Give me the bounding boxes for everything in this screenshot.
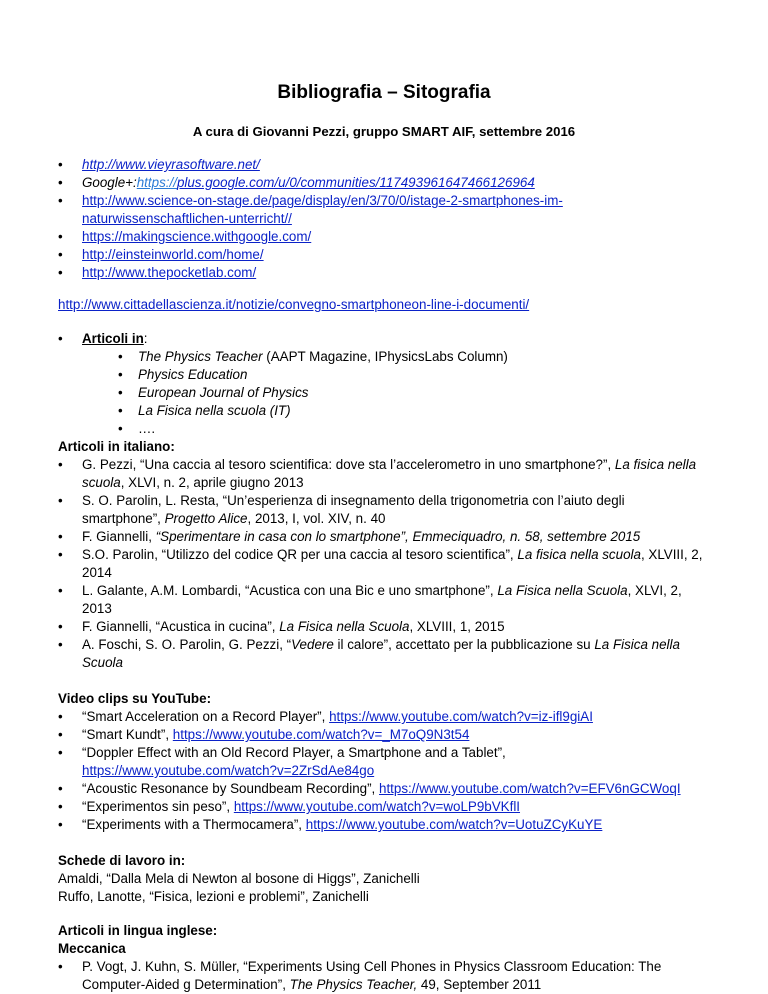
link-vieyrasoftware[interactable]: http://www.vieyrasoftware.net/ (82, 157, 260, 172)
video-item: “Experiments with a Thermocamera”, https://www.youtube.com/watch?v=UotuZCyKuYE (82, 817, 603, 832)
bullet: • (58, 229, 63, 244)
article-line: 2013 (82, 601, 112, 616)
bullet: • (58, 727, 63, 742)
section-heading-video: Video clips su YouTube: (58, 691, 212, 706)
link-youtube[interactable]: https://www.youtube.com/watch?v=_M7oQ9N3t54 (172, 727, 470, 742)
video-item: “Smart Kundt”, https://www.youtube.com/watch?v=_M7oQ9N3t54 (82, 727, 470, 742)
bullet: • (58, 247, 63, 262)
bullet: • (58, 457, 63, 472)
article-line: A. Foschi, S. O. Parolin, G. Pezzi, “Vedere il calore”, accettato per la pubblicazione su La Fisica nella (82, 637, 680, 652)
bullet: • (58, 745, 63, 760)
link-prefix: Google+: (82, 175, 137, 190)
article-line: S.O. Parolin, “Utilizzo del codice QR per una caccia al tesoro scientifica”, La fisica nella scuola, XLVIII, 2, (82, 547, 703, 562)
bullet: • (58, 799, 63, 814)
bullet: • (58, 619, 63, 634)
bullet: • (58, 331, 63, 346)
page-subtitle: A cura di Giovanni Pezzi, gruppo SMART AIF, settembre 2016 (192, 124, 576, 139)
bullet: • (58, 781, 63, 796)
section-heading-inglese: Articoli in lingua inglese: (58, 923, 218, 938)
article-line: F. Giannelli, “Acustica in cucina”, La Fisica nella Scuola, XLVIII, 1, 2015 (82, 619, 505, 634)
bullet: • (58, 709, 63, 724)
article-line: G. Pezzi, “Una caccia al tesoro scientifica: dove sta l’accelerometro in uno smartphone?”, La fisica nella (82, 457, 697, 472)
bullet: • (58, 265, 63, 280)
link-thepocketlab[interactable]: http://www.thepocketlab.com/ (82, 265, 257, 280)
document-page: Bibliografia – Sitografia A cura di Giovanni Pezzi, gruppo SMART AIF, settembre 2016 • http://www.vieyrasoftware.net/ • Google+:https://plus.google.com/u/0/communities/117493961647466126964 • http://www.science-on-stage.de/page/display/en/3/70/0/istage-2-smartphones-im- naturwissenschaftlichen-unterricht// • https://makingscience.withgoogle.com/ • http://einsteinworld.com/home/ • http://www.thepocketlab.com/ http://www.cittadellascienza.it/notizie/convegno-smartphoneon-line-i-documenti/ • Articoli in: • The Physics Teacher (AAPT Magazine, IPhysicsLabs Column) • Physics Education • European Journal of Physics • La Fisica nella scuola (IT) • …. Articoli in italiano: • G. Pezzi, “Una caccia al tesoro scientifica: dove sta l’accelerometro in uno smartphone?”, La fisica nella scuola, XLVI, n. 2, aprile giugno 2013 • S. O. Parolin, L. Resta, “Un’esperienza di insegnamento della trigonometria con l’aiuto degli smartphone”, Progetto Alice, 2013, I, vol. XIV, n. 40 • F. Giannelli, “Sperimentare in casa con lo smartphone”, Emmeciquadro, n. 58, settembre 2015 • S.O. Parolin, “Utilizzo del codice QR per una caccia al tesoro scientifica”, La fisica nella scuola, XLVIII, 2, 2014 • L. Galante, A.M. Lombardi, “Acustica con una Bic e uno smartphone”, La Fisica nella Scuola, XLVI, 2, 2013 • F. Giannelli, “Acustica in cucina”, La Fisica nella Scuola, XLVIII, 1, 2015 • A. Foschi, S. O. Parolin, G. Pezzi, “Vedere il calore”, accettato per la pubblicazione su La Fisica nella Scuola Video clips su YouTube: • “Smart Acceleration on a Record Player”, https://www.youtube.com/watch?v=iz-ifl9giAI • “Smart Kundt”, https://www.youtube.com/watch?v=_M7oQ9N3t54 • “Doppler Effect with an Old Record Player, a Smartphone and a Tablet”, https://www.youtube.com/watch?v=2ZrSdAe84go • “Acoustic Resonance by Soundbeam Recording”, https://www.youtube.com/watch?v=EFV6nGCWoqI • “Experimentos sin peso”, https://www.youtube.com/watch?v=woLP9bVKflI • “Experiments with a Thermocamera”, https://www.youtube.com/watch?v=UotuZCyKuYE Schede di lavoro in: Amaldi, “Dalla Mela di Newton al bosone di Higgs”, Zanichelli Ruffo, Lanotte, “Fisica, lezioni e problemi”, Zanichelli Articoli in lingua inglese: Meccanica • P. Vogt, J. Kuhn, S. Müller, “Experiments Using Cell Phones in Physics Classroom Education: The Computer-Aided g Determination”, The Physics Teacher, 49, September 2011 (0, 0, 768, 994)
link-cittadellascienza[interactable]: http://www.cittadellascienza.it/notizie/convegno-smartphoneon-line-i-documenti/ (58, 297, 530, 312)
video-item: “Acoustic Resonance by Soundbeam Recording”, https://www.youtube.com/watch?v=EFV6nGCWoqI (82, 781, 681, 796)
video-item: “Doppler Effect with an Old Record Player, a Smartphone and a Tablet”, (82, 745, 506, 760)
article-line: Scuola (82, 655, 123, 670)
link-science-on-stage[interactable]: http://www.science-on-stage.de/page/display/en/3/70/0/istage-2-smartphones-im- (82, 193, 563, 208)
video-item: “Experimentos sin peso”, https://www.youtube.com/watch?v=woLP9bVKflI (82, 799, 521, 814)
bullet: • (58, 637, 63, 652)
article-line: L. Galante, A.M. Lombardi, “Acustica con una Bic e uno smartphone”, La Fisica nella Scuola, XLVI, 2, (82, 583, 682, 598)
article-line: Computer-Aided g Determination”, The Physics Teacher, 49, September 2011 (82, 977, 542, 992)
link-makingscience[interactable]: https://makingscience.withgoogle.com/ (82, 229, 312, 244)
article-line: scuola, XLVI, n. 2, aprile giugno 2013 (82, 475, 304, 490)
link-google-plus[interactable]: plus.google.com/u/0/communities/117493961647466126964 (176, 175, 535, 190)
link-youtube[interactable]: https://www.youtube.com/watch?v=woLP9bVKflI (233, 799, 521, 814)
bullet: • (58, 547, 63, 562)
section-heading-schede: Schede di lavoro in: (58, 853, 186, 868)
section-heading-italiano: Articoli in italiano: (58, 439, 175, 454)
schede-line: Amaldi, “Dalla Mela di Newton al bosone di Higgs”, Zanichelli (58, 871, 420, 886)
article-line: 2014 (82, 565, 112, 580)
bullet: • (58, 817, 63, 832)
link-youtube[interactable]: https://www.youtube.com/watch?v=2ZrSdAe84go (82, 763, 375, 778)
link-science-on-stage-cont[interactable]: naturwissenschaftlichen-unterricht// (82, 211, 292, 226)
link-youtube[interactable]: https://www.youtube.com/watch?v=UotuZCyKuYE (305, 817, 603, 832)
bullet: • (58, 493, 63, 508)
bullet: • (58, 583, 63, 598)
page-title: Bibliografia – Sitografia (277, 82, 491, 103)
link-youtube[interactable]: https://www.youtube.com/watch?v=EFV6nGCWoqI (379, 781, 681, 796)
bullet: • (58, 193, 63, 208)
bullet: • (58, 175, 63, 190)
article-line: smartphone”, Progetto Alice, 2013, I, vol. XIV, n. 40 (82, 511, 386, 526)
bullet: • (58, 959, 63, 974)
subheading-meccanica: Meccanica (58, 941, 126, 956)
link-youtube[interactable]: https://www.youtube.com/watch?v=iz-ifl9giAI (329, 709, 593, 724)
schede-line: Ruffo, Lanotte, “Fisica, lezioni e problemi”, Zanichelli (58, 889, 369, 904)
video-item: “Smart Acceleration on a Record Player”, https://www.youtube.com/watch?v=iz-ifl9giAI (82, 709, 593, 724)
bullet: • (58, 157, 63, 172)
link-google-plus-scheme[interactable]: https:// (136, 175, 177, 190)
article-line: F. Giannelli, “Sperimentare in casa con lo smartphone”, Emmeciquadro, n. 58, settembre 2015 (82, 529, 641, 544)
article-line: S. O. Parolin, L. Resta, “Un’esperienza di insegnamento della trigonometria con l’aiuto degli (82, 493, 625, 508)
articoli-in-label: Articoli in (82, 331, 144, 346)
article-line: P. Vogt, J. Kuhn, S. Müller, “Experiments Using Cell Phones in Physics Classroom Education: The (82, 959, 662, 974)
bullet: • (58, 529, 63, 544)
link-einsteinworld[interactable]: http://einsteinworld.com/home/ (82, 247, 264, 262)
